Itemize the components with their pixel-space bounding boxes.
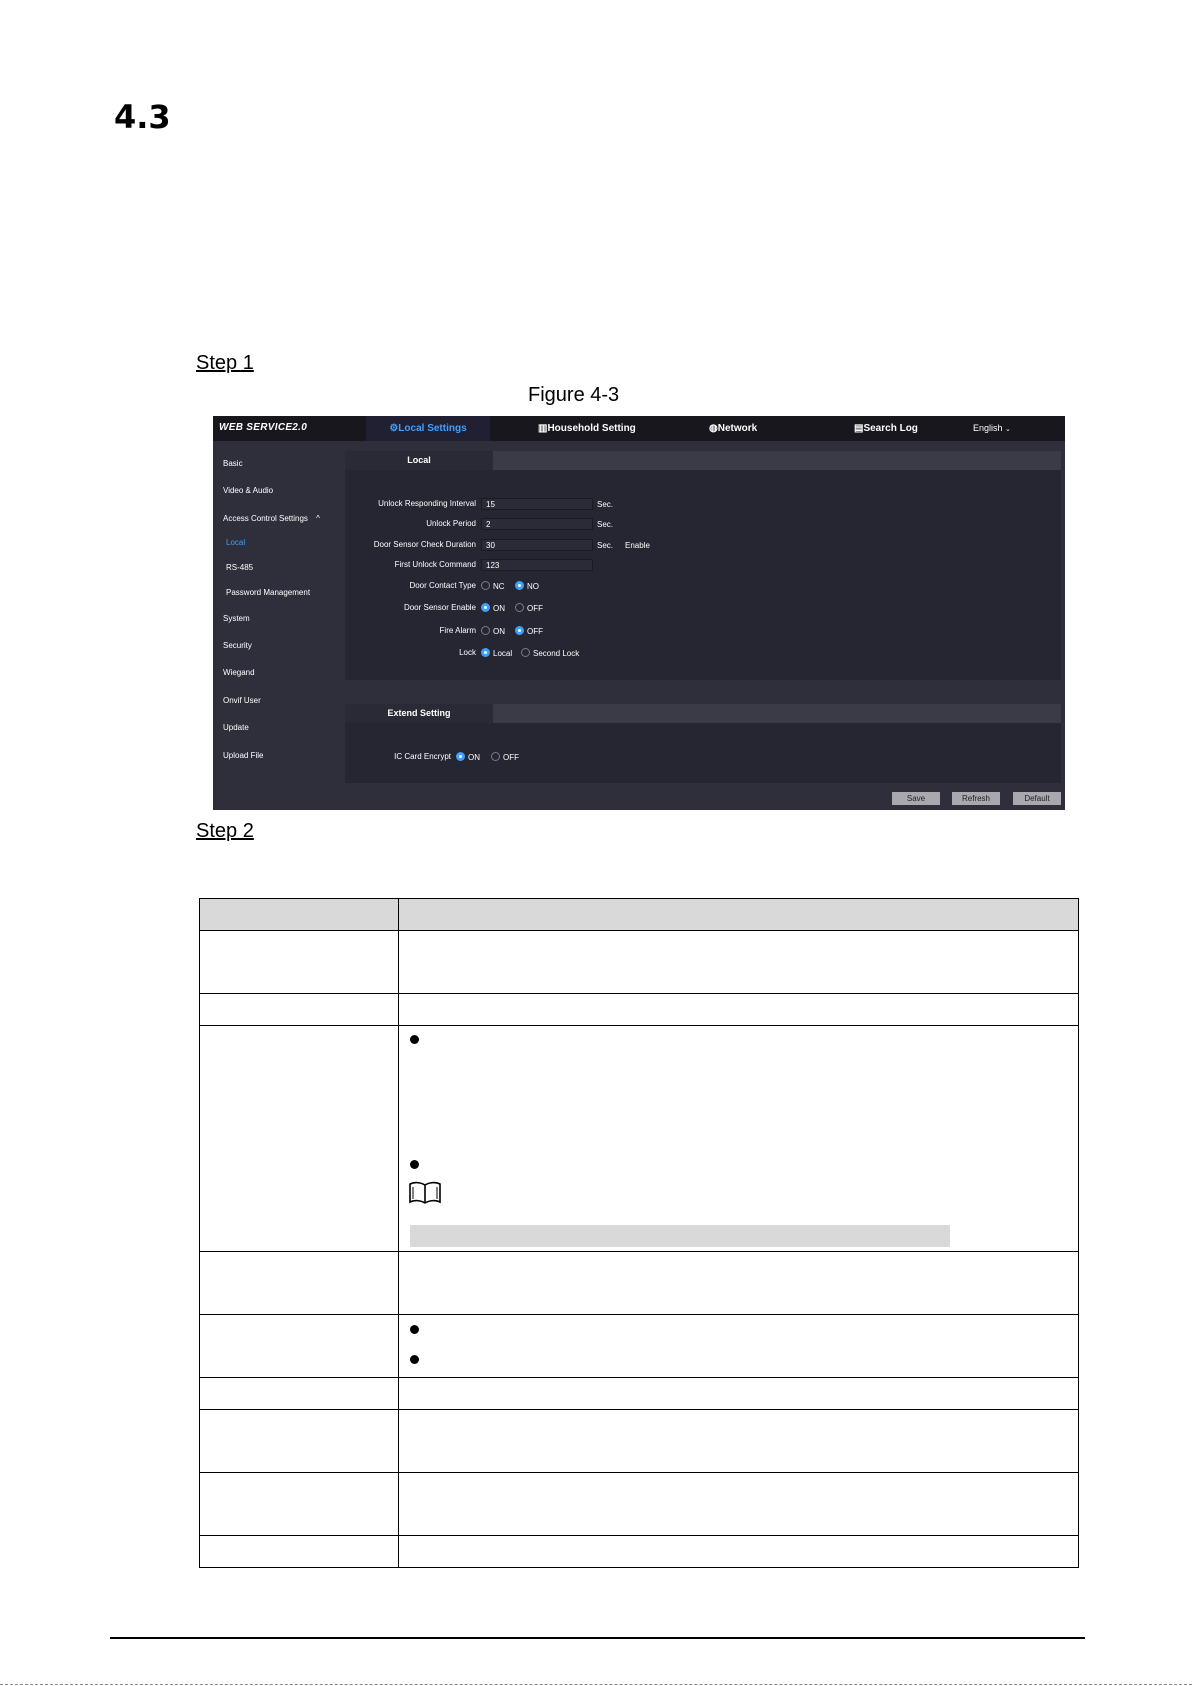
sidebar-item-video-audio[interactable]: Video & Audio xyxy=(223,486,274,495)
door-sensor-off-radio[interactable] xyxy=(515,603,524,612)
fire-alarm-on-radio[interactable] xyxy=(481,626,490,635)
unlock-period-unit: Sec. xyxy=(597,520,614,529)
sidebar-item-access-control-label: Access Control Settings xyxy=(223,514,308,523)
step-2-label: Step 2 xyxy=(196,820,254,842)
sidebar-item-onvif-user[interactable]: Onvif User xyxy=(223,696,261,705)
lock-second-label: Second Lock xyxy=(533,649,580,658)
ic-card-encrypt-label: IC Card Encrypt xyxy=(394,752,451,761)
table-row xyxy=(200,994,1079,1026)
figure-caption: Figure 4-3 xyxy=(528,384,620,406)
door-sensor-enable-checkbox[interactable]: Enable xyxy=(625,541,650,550)
table-row xyxy=(200,1473,1079,1536)
fire-alarm-on-label: ON xyxy=(493,627,505,636)
nav-tab-network[interactable] xyxy=(709,416,757,441)
lock-label: Lock xyxy=(459,648,476,657)
note-shaded-bar xyxy=(410,1225,950,1247)
building-icon: ▥ xyxy=(538,423,548,434)
fire-alarm-label: Fire Alarm xyxy=(439,626,476,635)
door-contact-no-label: NO xyxy=(527,582,539,591)
door-sensor-off-label: OFF xyxy=(527,604,543,613)
step-1-label: Step 1 xyxy=(196,352,254,374)
fire-alarm-off-label: OFF xyxy=(527,627,543,636)
sidebar-item-upload-file[interactable]: Upload File xyxy=(223,751,264,760)
table-row xyxy=(200,1378,1079,1410)
door-sensor-enable-label: Door Sensor Enable xyxy=(403,603,476,612)
ic-card-on-radio[interactable] xyxy=(456,752,465,761)
nav-tab-household-label: Household Setting xyxy=(547,423,636,434)
unlock-period-input[interactable]: 2 xyxy=(481,518,593,530)
lock-local-radio[interactable] xyxy=(481,648,490,657)
nav-tab-household-setting[interactable] xyxy=(538,416,636,441)
lock-local-label: Local xyxy=(493,649,513,658)
door-contact-type-label: Door Contact Type xyxy=(409,581,476,590)
tab-local[interactable]: Local xyxy=(345,451,493,470)
top-nav-bar xyxy=(213,416,1065,441)
extend-panel-body xyxy=(345,723,1061,783)
door-sensor-duration-unit: Sec. xyxy=(597,541,614,550)
sidebar-item-system[interactable]: System xyxy=(223,614,250,623)
door-contact-no-radio[interactable] xyxy=(515,581,524,590)
first-unlock-command-label: First Unlock Command xyxy=(394,560,476,569)
table-row xyxy=(200,1315,1079,1378)
sidebar-item-basic[interactable]: Basic xyxy=(223,459,243,468)
table-row xyxy=(200,1536,1079,1568)
unlock-period-label: Unlock Period xyxy=(426,519,476,528)
refresh-button[interactable]: Refresh xyxy=(952,792,1000,805)
nav-tab-search-log[interactable] xyxy=(854,416,918,441)
lock-second-radio[interactable] xyxy=(521,648,530,657)
table-row xyxy=(200,1026,1079,1252)
default-button[interactable]: Default xyxy=(1013,792,1061,805)
sidebar-item-local[interactable]: Local xyxy=(226,538,246,547)
nav-tab-local-settings-label: Local Settings xyxy=(398,423,467,434)
door-contact-nc-radio[interactable] xyxy=(481,581,490,590)
door-sensor-duration-input[interactable]: 30 xyxy=(481,539,593,551)
sidebar-item-security[interactable]: Security xyxy=(223,641,252,650)
save-button[interactable]: Save xyxy=(892,792,940,805)
unlock-interval-unit: Sec. xyxy=(597,500,614,509)
first-unlock-command-input[interactable]: 123 xyxy=(481,559,593,571)
unlock-interval-label: Unlock Responding Interval xyxy=(378,499,476,508)
door-sensor-on-radio[interactable] xyxy=(481,603,490,612)
section-number: 4.3 xyxy=(114,98,171,136)
table-header-parameter xyxy=(200,899,399,931)
sidebar-item-rs485[interactable]: RS-485 xyxy=(226,563,254,572)
app-logo: WEB SERVICE2.0 xyxy=(219,422,308,433)
ic-card-off-label: OFF xyxy=(503,753,519,762)
table-row xyxy=(200,931,1079,994)
bullet-point xyxy=(410,1355,419,1364)
web-ui-screenshot xyxy=(213,416,1065,810)
door-sensor-duration-label: Door Sensor Check Duration xyxy=(373,540,476,549)
door-sensor-on-label: ON xyxy=(493,604,505,613)
footer-rule xyxy=(110,1637,1085,1639)
table-header-description xyxy=(399,899,1079,931)
log-icon: ▤ xyxy=(854,423,864,434)
bullet-point xyxy=(410,1160,419,1169)
nav-tab-network-label: Network xyxy=(717,423,758,434)
fire-alarm-off-radio[interactable] xyxy=(515,626,524,635)
gear-icon: ⚙ xyxy=(389,423,399,434)
bullet-point xyxy=(410,1325,419,1334)
table-row xyxy=(200,1252,1079,1315)
language-select[interactable] xyxy=(973,423,1011,433)
sidebar-item-update[interactable]: Update xyxy=(223,723,249,732)
sidebar-item-wiegand[interactable]: Wiegand xyxy=(223,668,255,677)
door-contact-nc-label: NC xyxy=(493,582,505,591)
table-row xyxy=(200,1410,1079,1473)
note-book-icon xyxy=(408,1181,442,1205)
tab-extend-setting[interactable]: Extend Setting xyxy=(345,704,493,723)
nav-tab-search-log-label: Search Log xyxy=(863,423,918,434)
ic-card-off-radio[interactable] xyxy=(491,752,500,761)
chevron-up-icon: ^ xyxy=(316,514,320,523)
bullet-point xyxy=(410,1035,419,1044)
sidebar-item-password-management[interactable]: Password Management xyxy=(226,588,311,597)
nav-tab-local-settings[interactable] xyxy=(366,416,490,441)
ic-card-on-label: ON xyxy=(468,753,480,762)
chevron-down-icon: ⌄ xyxy=(1005,426,1011,433)
language-value: English xyxy=(973,423,1003,433)
globe-icon: ◍ xyxy=(709,423,718,434)
unlock-interval-input[interactable]: 15 xyxy=(481,498,593,510)
